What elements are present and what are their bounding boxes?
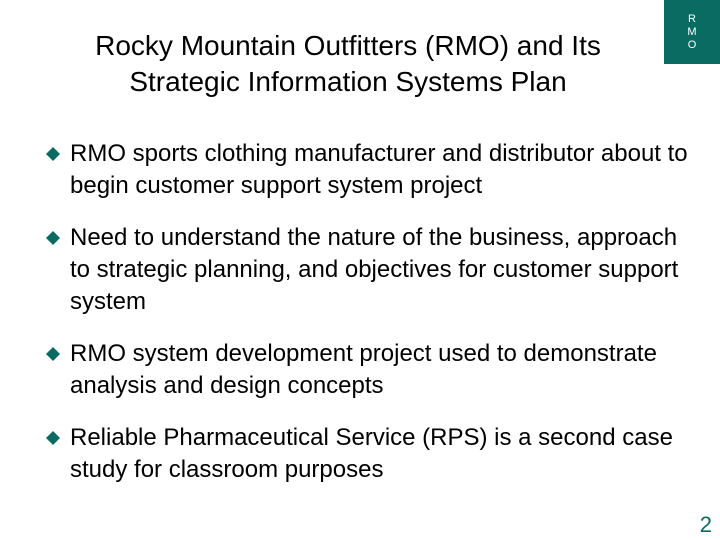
bullet-item xyxy=(46,422,696,486)
bullet-item xyxy=(46,222,696,318)
rmo-logo xyxy=(664,0,720,64)
bullet-item xyxy=(46,338,696,402)
bullet-text: Reliable Pharmaceutical Service (RPS) is a second case study for classroom purposes xyxy=(70,424,673,483)
diamond-icon xyxy=(46,431,60,445)
logo-letter-m: M xyxy=(687,25,697,38)
diamond-icon xyxy=(46,347,60,361)
logo-letter-r: R xyxy=(688,12,696,25)
bullet-list xyxy=(46,138,696,486)
diamond-icon xyxy=(46,231,60,245)
logo-letter-o: O xyxy=(687,38,697,51)
bullet-text: RMO system development project used to demonstrate analysis and design concepts xyxy=(70,340,657,399)
slide-title-line-1: Rocky Mountain Outfitters (RMO) and Its xyxy=(95,30,601,61)
slide-title xyxy=(40,28,656,100)
page-number: 2 xyxy=(699,512,712,537)
diamond-icon xyxy=(46,147,60,161)
slide-title-line-2: Strategic Information Systems Plan xyxy=(129,66,567,97)
bullet-item xyxy=(46,138,696,202)
bullet-text: RMO sports clothing manufacturer and distributor about to begin customer support system project xyxy=(70,140,688,199)
bullet-text: Need to understand the nature of the business, approach to strategic planning, and objectives for customer support system xyxy=(70,224,679,315)
